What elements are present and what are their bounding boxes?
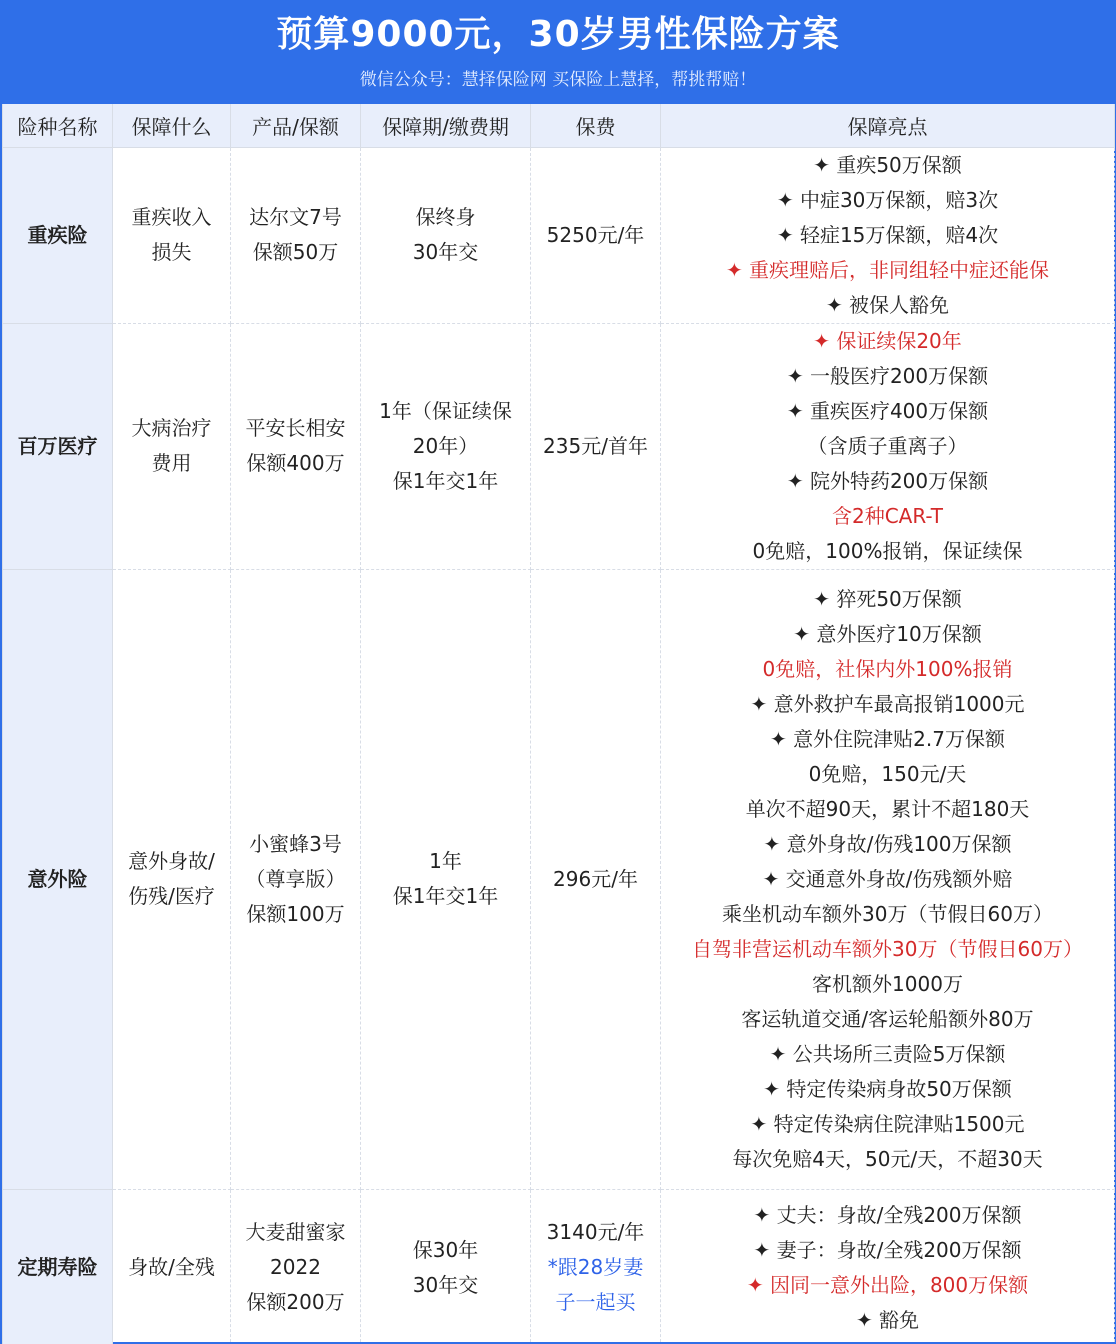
highlight-item: ✦ 因同一意外出险，800万保额 bbox=[746, 1272, 1029, 1297]
highlights-cell bbox=[661, 1189, 1115, 1344]
highlight-item: 0免赔，150元/天 bbox=[808, 761, 967, 786]
column-header: 产品/保额 bbox=[231, 103, 361, 147]
coverage-line: 伤残/医疗 bbox=[128, 884, 215, 908]
insurance-type-cell: 重疾险 bbox=[3, 147, 113, 323]
product-cell bbox=[231, 147, 361, 323]
highlight-item: ✦ 意外救护车最高报销1000元 bbox=[750, 691, 1025, 716]
highlight-item: ✦ 重疾医疗400万保额 bbox=[786, 398, 989, 423]
highlight-item: ✦ 轻症15万保额，赔4次 bbox=[776, 222, 999, 247]
highlight-item: ✦ 一般医疗200万保额 bbox=[786, 363, 989, 388]
highlights-cell bbox=[661, 569, 1115, 1189]
premium-line: 296元/年 bbox=[553, 866, 638, 891]
header-banner bbox=[2, 0, 1114, 102]
highlight-item: ✦ 院外特药200万保额 bbox=[786, 468, 989, 493]
page-title: 预算9000元，30岁男性保险方案 bbox=[276, 14, 840, 55]
period-line: 保1年交1年 bbox=[392, 884, 499, 908]
product-line: （尊享版） bbox=[245, 866, 346, 891]
coverage-cell bbox=[113, 1189, 231, 1344]
highlights-cell bbox=[661, 323, 1115, 569]
period-line: 30年交 bbox=[412, 240, 479, 264]
coverage-line: 大病治疗 bbox=[131, 416, 212, 440]
product-line: 小蜜蜂3号 bbox=[249, 831, 342, 856]
coverage-line: 意外身故/ bbox=[128, 849, 215, 873]
column-header: 保费 bbox=[531, 103, 661, 147]
product-line: 平安长相安 bbox=[245, 416, 346, 440]
premium-line: 5250元/年 bbox=[546, 222, 645, 247]
product-cell bbox=[231, 323, 361, 569]
highlight-item: （含质子重离子） bbox=[807, 433, 968, 458]
highlight-item: 自驾非营运机动车额外30万（节假日60万） bbox=[692, 936, 1083, 961]
highlight-item: ✦ 特定传染病住院津贴1500元 bbox=[750, 1111, 1025, 1136]
table-row bbox=[3, 147, 1115, 323]
period-line: 保1年交1年 bbox=[392, 468, 499, 493]
highlight-item: 0免赔，社保内外100%报销 bbox=[762, 656, 1013, 681]
highlight-item: 含2种CAR-T bbox=[831, 503, 944, 528]
period-line: 30年交 bbox=[412, 1272, 479, 1297]
plan-table bbox=[2, 102, 1115, 1344]
highlight-item: ✦ 交通意外身故/伤残额外赔 bbox=[762, 866, 1013, 891]
coverage-cell bbox=[113, 569, 231, 1189]
highlight-item: ✦ 妻子：身故/全残200万保额 bbox=[753, 1237, 1022, 1262]
product-line: 保额100万 bbox=[246, 901, 345, 926]
insurance-type-cell: 意外险 bbox=[3, 569, 113, 1189]
coverage-line: 费用 bbox=[151, 451, 192, 475]
column-header: 保障什么 bbox=[113, 103, 231, 147]
table-row bbox=[3, 1189, 1115, 1344]
highlight-item: ✦ 被保人豁免 bbox=[825, 292, 950, 317]
highlight-item: ✦ 意外医疗10万保额 bbox=[793, 621, 982, 646]
premium-line: 子一起买 bbox=[555, 1290, 636, 1314]
period-cell bbox=[361, 147, 531, 323]
premium-cell bbox=[531, 323, 661, 569]
period-line: 1年 bbox=[429, 849, 462, 873]
premium-cell bbox=[531, 569, 661, 1189]
period-cell bbox=[361, 1189, 531, 1344]
product-line: 保额200万 bbox=[246, 1290, 345, 1314]
highlight-item: ✦ 意外住院津贴2.7万保额 bbox=[770, 726, 1005, 751]
coverage-line: 身故/全残 bbox=[128, 1255, 215, 1279]
period-line: 保终身 bbox=[415, 205, 476, 229]
premium-cell bbox=[531, 1189, 661, 1344]
period-line: 1年（保证续保 bbox=[379, 398, 512, 423]
premium-line: 3140元/年 bbox=[546, 1220, 645, 1244]
page-subtitle: 微信公众号：慧择保险网 买保险上慧择，帮挑帮赔！ bbox=[359, 70, 757, 90]
coverage-line: 重疾收入 bbox=[131, 205, 212, 229]
period-cell bbox=[361, 323, 531, 569]
highlight-item: ✦ 猝死50万保额 bbox=[813, 586, 962, 611]
highlight-item: 单次不超90天，累计不超180天 bbox=[745, 796, 1030, 821]
product-cell bbox=[231, 1189, 361, 1344]
premium-line: *跟28岁妻 bbox=[547, 1255, 644, 1279]
highlight-item: 客运轨道交通/客运轮船额外80万 bbox=[741, 1006, 1034, 1031]
highlight-item: ✦ 豁免 bbox=[855, 1307, 920, 1332]
coverage-cell bbox=[113, 147, 231, 323]
period-line: 保30年 bbox=[412, 1237, 479, 1262]
highlight-item: ✦ 重疾50万保额 bbox=[813, 152, 962, 177]
table-row bbox=[3, 323, 1115, 569]
period-line: 20年） bbox=[412, 433, 479, 458]
highlight-item: ✦ 重疾理赔后，非同组轻中症还能保 bbox=[725, 257, 1050, 282]
period-cell bbox=[361, 569, 531, 1189]
premium-cell bbox=[531, 147, 661, 323]
highlight-item: 乘坐机动车额外30万（节假日60万） bbox=[722, 901, 1053, 926]
product-line: 大麦甜蜜家 bbox=[245, 1220, 346, 1244]
product-line: 保额400万 bbox=[246, 451, 345, 475]
product-line: 2022 bbox=[270, 1255, 321, 1279]
highlight-item: 0免赔，100%报销，保证续保 bbox=[752, 538, 1023, 563]
highlight-item: ✦ 意外身故/伤残100万保额 bbox=[763, 831, 1012, 856]
highlights-cell bbox=[661, 147, 1115, 323]
product-line: 达尔文7号 bbox=[249, 205, 342, 229]
product-cell bbox=[231, 569, 361, 1189]
insurance-type-cell: 定期寿险 bbox=[3, 1189, 113, 1344]
coverage-line: 损失 bbox=[151, 240, 192, 264]
highlight-item: ✦ 特定传染病身故50万保额 bbox=[763, 1076, 1012, 1101]
product-line: 保额50万 bbox=[252, 240, 339, 264]
highlight-item: ✦ 丈夫：身故/全残200万保额 bbox=[753, 1202, 1022, 1227]
coverage-cell bbox=[113, 323, 231, 569]
highlight-item: 每次免赔4天，50元/天，不超30天 bbox=[732, 1146, 1043, 1171]
highlight-item: 客机额外1000万 bbox=[812, 971, 963, 996]
highlight-item: ✦ 保证续保20年 bbox=[813, 328, 962, 353]
table-header-row bbox=[3, 103, 1115, 147]
highlight-item: ✦ 中症30万保额，赔3次 bbox=[776, 187, 999, 212]
insurance-type-cell: 百万医疗 bbox=[3, 323, 113, 569]
column-header: 保障亮点 bbox=[661, 103, 1115, 147]
highlight-item: ✦ 公共场所三责险5万保额 bbox=[769, 1041, 1006, 1066]
column-header: 险种名称 bbox=[3, 103, 113, 147]
premium-line: 235元/首年 bbox=[543, 433, 648, 458]
table-row bbox=[3, 569, 1115, 1189]
column-header: 保障期/缴费期 bbox=[361, 103, 531, 147]
